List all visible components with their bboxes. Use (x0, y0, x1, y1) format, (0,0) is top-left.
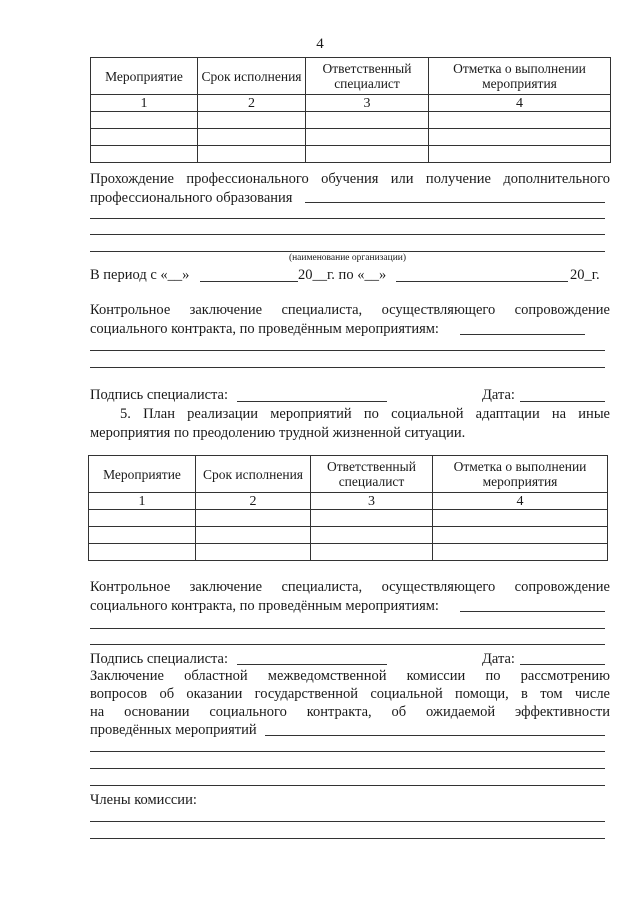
training-line-2: профессионального образования (90, 190, 293, 206)
members-fill-line[interactable] (90, 838, 605, 839)
date-fill-line[interactable] (520, 664, 605, 665)
table-cell[interactable] (306, 112, 429, 129)
conclusion-fill-line[interactable] (460, 334, 585, 335)
period-start-fill[interactable] (200, 281, 298, 282)
fill-line[interactable] (90, 234, 605, 235)
date-fill-line[interactable] (520, 401, 605, 402)
commission-fill-line[interactable] (265, 735, 605, 736)
table-number-row (89, 493, 608, 510)
table-cell[interactable] (429, 112, 611, 129)
table-cell[interactable] (306, 129, 429, 146)
table-row (89, 510, 608, 527)
section-5-line-2: мероприятия по преодолению трудной жизненной ситуации. (90, 425, 466, 441)
conclusion-fill-line[interactable] (460, 611, 605, 612)
table-cell[interactable] (196, 510, 311, 527)
table-cell[interactable] (311, 527, 433, 544)
column-number: 4 (429, 95, 611, 112)
table-cell[interactable] (429, 129, 611, 146)
column-number: 4 (433, 493, 608, 510)
commission-paragraph (90, 667, 610, 721)
fill-line[interactable] (90, 218, 605, 219)
fill-line[interactable] (90, 644, 605, 645)
header-deadline: Срок исполнения (198, 58, 306, 95)
table-cell[interactable] (196, 544, 311, 561)
training-line-1: Прохождение профессионального обучения или получение дополнительного (90, 171, 610, 187)
activities-table-1 (90, 57, 611, 163)
fill-line[interactable] (90, 350, 605, 351)
table-cell[interactable] (433, 544, 608, 561)
table-cell[interactable] (429, 146, 611, 163)
fill-line[interactable] (90, 785, 605, 786)
header-responsible: Ответственный специалист (306, 58, 429, 95)
table-cell[interactable] (306, 146, 429, 163)
column-number: 2 (198, 95, 306, 112)
column-number: 2 (196, 493, 311, 510)
period-end-label: 20_г. (570, 267, 600, 283)
commission-line-4: проведённых мероприятий (90, 722, 257, 738)
fill-line[interactable] (90, 768, 605, 769)
commission-line-1: Заключение областной межведомственной комиссии по рассмотрению (90, 668, 610, 684)
table-cell[interactable] (89, 527, 196, 544)
table-row (89, 544, 608, 561)
header-completion-mark: Отметка о выполнении мероприятия (433, 456, 608, 493)
conclusion-paragraph-2 (90, 578, 610, 596)
conclusion-line-1: Контрольное заключение специалиста, осуществляющего сопровождение (90, 579, 610, 595)
fill-line[interactable] (90, 628, 605, 629)
table-cell[interactable] (91, 129, 198, 146)
commission-line-3: на основании социального контракта, об ожидаемой эффективности (90, 704, 610, 720)
period-start-label: В период с «__» (90, 267, 190, 283)
conclusion-line-1: Контрольное заключение специалиста, осуществляющего сопровождение (90, 302, 610, 318)
section-5-heading (120, 405, 610, 423)
table-cell[interactable] (433, 510, 608, 527)
table-row (91, 112, 611, 129)
header-deadline: Срок исполнения (196, 456, 311, 493)
date-label: Дата: (482, 387, 515, 403)
period-end-fill[interactable] (396, 281, 568, 282)
table-header-row (91, 58, 611, 95)
header-activity: Мероприятие (89, 456, 196, 493)
header-completion-mark: Отметка о выполнении мероприятия (429, 58, 611, 95)
table-row (91, 129, 611, 146)
table-number-row (91, 95, 611, 112)
column-number: 3 (311, 493, 433, 510)
conclusion-line-2: социального контракта, по проведённым мероприятиям: (90, 321, 439, 337)
table-header-row (89, 456, 608, 493)
table-cell[interactable] (198, 146, 306, 163)
table-cell[interactable] (198, 112, 306, 129)
table-cell[interactable] (311, 544, 433, 561)
table-cell[interactable] (433, 527, 608, 544)
commission-members-label: Члены комиссии: (90, 792, 197, 808)
table-cell[interactable] (89, 544, 196, 561)
conclusion-line-2: социального контракта, по проведённым мероприятиям: (90, 598, 439, 614)
period-middle-label: 20__г. по «__» (298, 267, 387, 283)
table-cell[interactable] (89, 510, 196, 527)
activities-table-2 (88, 455, 608, 561)
date-label: Дата: (482, 651, 515, 667)
training-paragraph (90, 170, 610, 188)
table-cell[interactable] (311, 510, 433, 527)
header-activity: Мероприятие (91, 58, 198, 95)
members-fill-line[interactable] (90, 821, 605, 822)
signature-label: Подпись специалиста: (90, 651, 228, 667)
table-cell[interactable] (91, 146, 198, 163)
header-responsible: Ответственный специалист (311, 456, 433, 493)
table-cell[interactable] (196, 527, 311, 544)
section-5-line-1: 5. План реализации мероприятий по социальной адаптации на иные (120, 406, 610, 422)
commission-line-2: вопросов об оказании государственной социальной помощи, в том числе (90, 686, 610, 702)
table-row (91, 146, 611, 163)
page-number: 4 (316, 36, 324, 52)
column-number: 1 (89, 493, 196, 510)
signature-fill-line[interactable] (237, 401, 387, 402)
fill-line[interactable] (90, 751, 605, 752)
fill-line[interactable] (90, 367, 605, 368)
organization-caption: (наименование организации) (288, 253, 407, 263)
organization-fill-line[interactable] (90, 251, 605, 252)
table-cell[interactable] (198, 129, 306, 146)
training-fill-line[interactable] (305, 202, 605, 203)
signature-fill-line[interactable] (237, 664, 387, 665)
conclusion-paragraph-1 (90, 301, 610, 319)
table-row (89, 527, 608, 544)
column-number: 1 (91, 95, 198, 112)
table-cell[interactable] (91, 112, 198, 129)
signature-label: Подпись специалиста: (90, 387, 228, 403)
column-number: 3 (306, 95, 429, 112)
